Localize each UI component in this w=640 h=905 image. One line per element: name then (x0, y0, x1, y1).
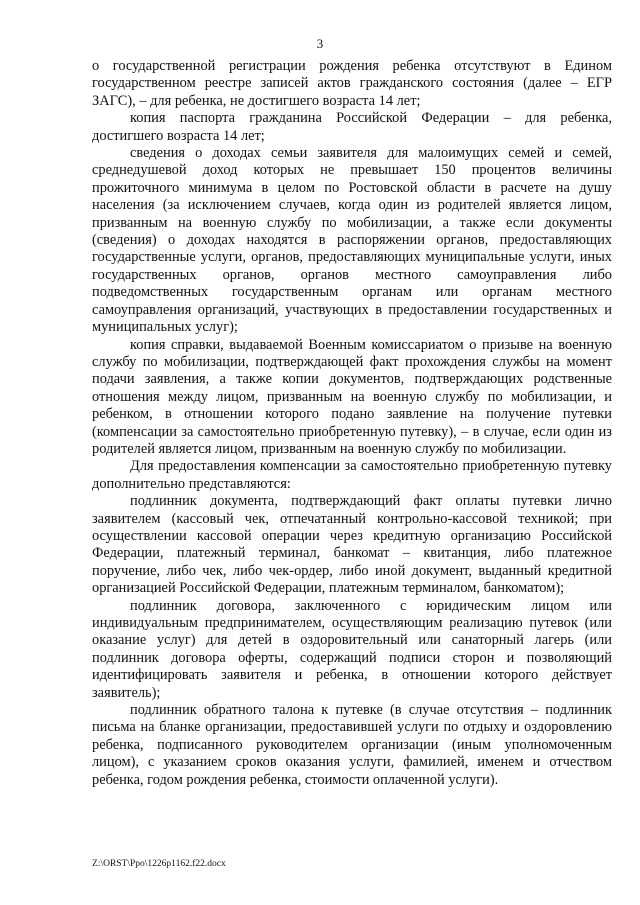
paragraph-payment-proof: подлинник документа, подтверждающий факт оплаты путевки лично заявителем (кассовый чек, отпечатанный контрольно-кассовой техникой; при осуществлении кассовой операции через кредитную организацию Российской Федерации, платежный терминал, банкомат – квитанция, либо платежное поручение, либо чек, либо чек-ордер, либо иной документ, выданный кредитной организацией Российской Федерации, платежным терминалом, банкоматом); (92, 493, 612, 597)
page-number: 3 (316, 36, 324, 51)
paragraph-contract-original: подлинник договора, заключенного с юридическим лицом или индивидуальным предпринимателем, осуществляющим реализацию путевок (или оказание услуг) для детей в оздоровительный или санаторный лагерь (или подлинник договора оферты, содержащий подписи сторон и позволяющий идентифицировать заявителя и ребенка, в отношении которого действует заявитель); (92, 597, 612, 701)
paragraph-compensation-intro: Для предоставления компенсации за самостоятельно приобретенную путевку дополнительно представляются: (92, 458, 612, 492)
paragraph-egr-zags: о государственной регистрации рождения ребенка отсутствуют в Едином государственном реестре записей актов гражданского состояния (далее – ЕГР ЗАГС), – для ребенка, не достигшего возраста 14 лет; (92, 58, 612, 109)
paragraph-military-certificate: копия справки, выдаваемой Военным комиссариатом о призыве на военную службу по мобилизации, подтверждающей факт прохождения службы на момент подачи заявления, а также копии документов, подтверждающих родственные отношения между лицом, призванным на военную службу по мобилизации, и ребенком, в отношении которого подано заявление на получение путевки (компенсации за самостоятельно приобретенную путевку), – в случае, если один из родителей является лицом, призванным на военную службу по мобилизации. (92, 336, 612, 457)
paragraph-income-info: сведения о доходах семьи заявителя для малоимущих семей и семей, среднедушевой доход которых не превышает 150 процентов величины прожиточного минимума в целом по Ростовской области в расчете на душу населения (за исключением случаев, когда один из родителей является лицом, призванным на военную службу по мобилизации, а также если документы (сведения) о доходах находятся в распоряжении органов, предоставляющих государственные услуги, органов, предоставляющих муниципальные услуги, иных государственных органов, органов местного самоуправления либо подведомственных государственным органам или органам местного самоуправления организаций, участвующих в предоставлении государственных и муниципальных услуг); (92, 145, 612, 336)
footer-file-path: Z:\ORST\Ppo\1226p1162.f22.docx (92, 859, 226, 869)
paragraph-return-coupon: подлинник обратного талона к путевке (в случае отсутствия – подлинник письма на бланке организации, предоставившей услуги по отдыху и оздоровлению ребенка, подписанного руководителем организации (иным уполномоченным лицом), с указанием сроков оказания услуги, фамилией, именем и отчеством ребенка, годом рождения ребенка, стоимости оплаченной услуги). (92, 702, 612, 788)
paragraph-passport-copy: копия паспорта гражданина Российской Федерации – для ребенка, достигшего возраста 14 лет; (92, 110, 612, 144)
document-body (92, 58, 612, 789)
